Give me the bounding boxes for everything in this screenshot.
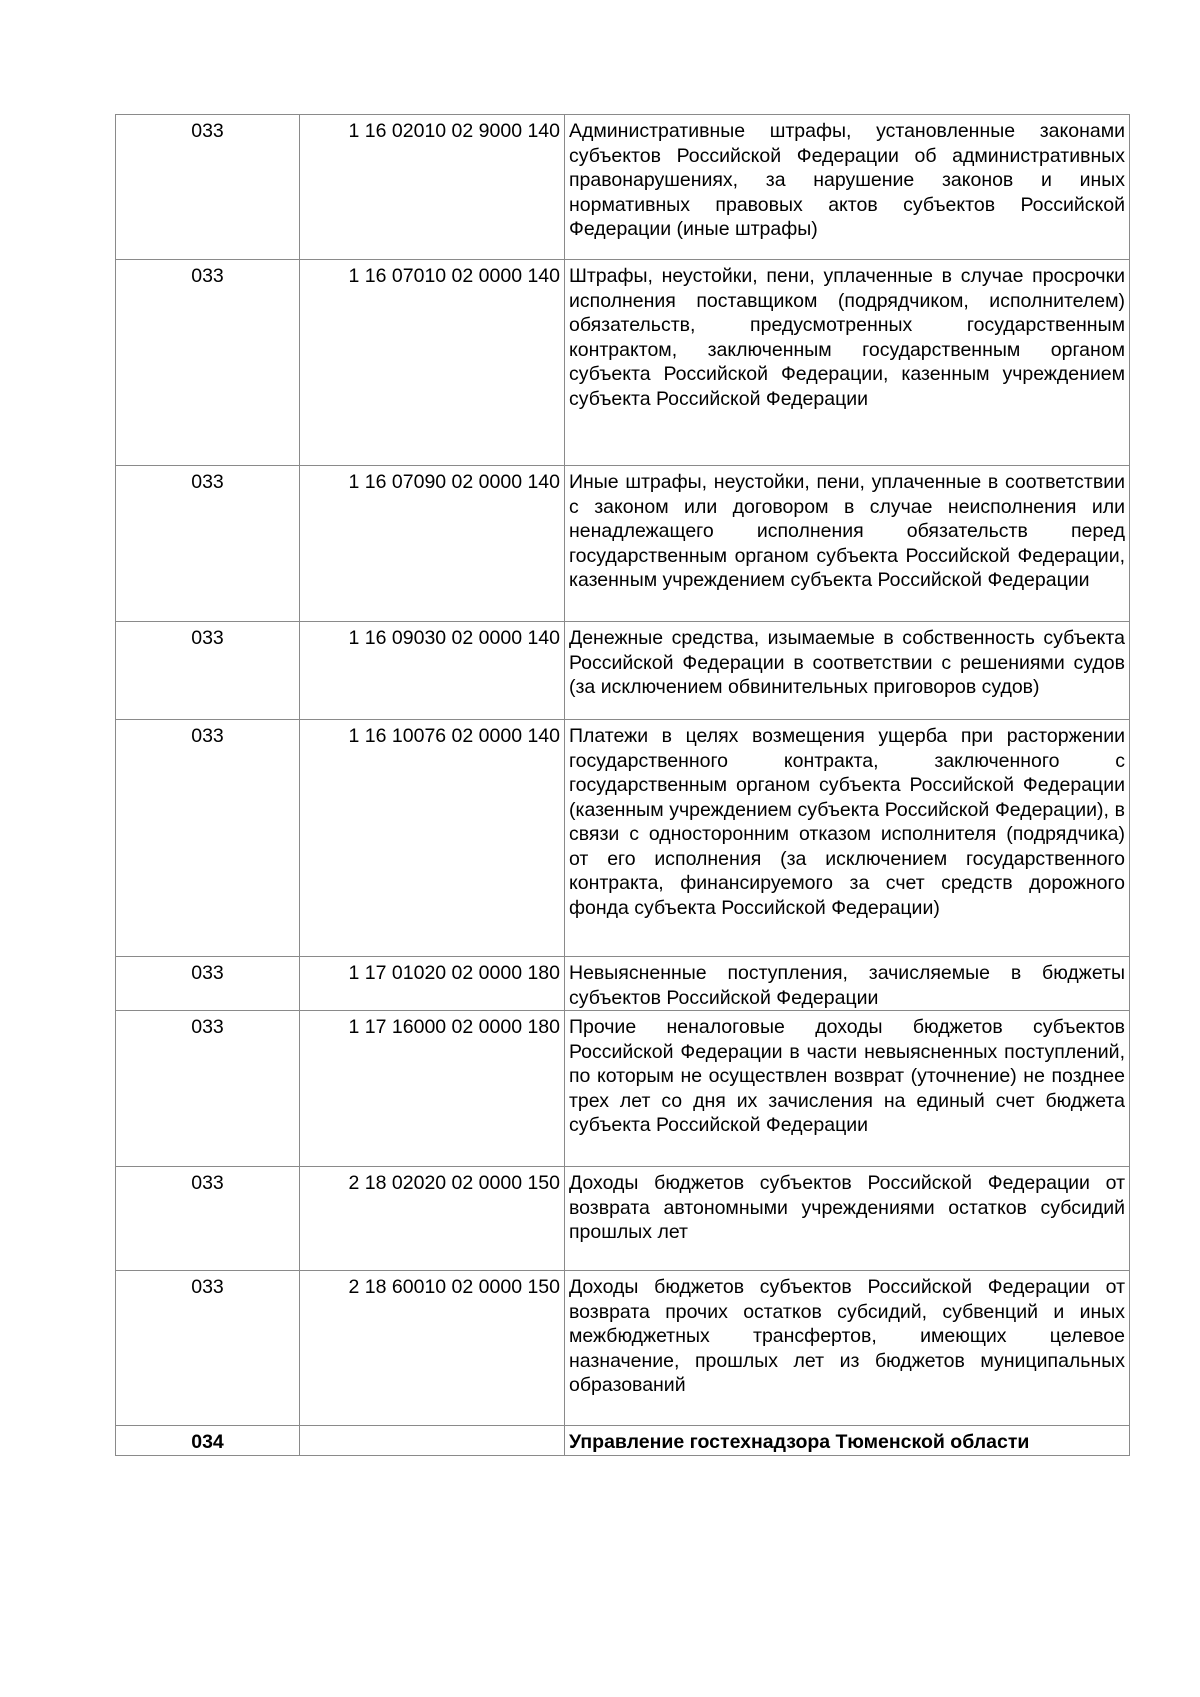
table-row bbox=[116, 466, 1130, 622]
admin-code-cell: 033 bbox=[116, 622, 300, 720]
income-name-cell: Иные штрафы, неустойки, пени, уплаченные в соответствии с законом или договором в случае неисполнения или ненадлежащего исполнения обязательств перед государственным органом субъекта Российской Федерации, казенным учреждением субъекта Российской Федерации bbox=[565, 466, 1130, 622]
admin-code-cell: 033 bbox=[116, 466, 300, 622]
table-row bbox=[116, 622, 1130, 720]
kbk-code-cell: 1 17 01020 02 0000 180 bbox=[300, 957, 565, 1011]
kbk-code-cell: 1 16 07010 02 0000 140 bbox=[300, 260, 565, 466]
income-name-cell: Управление гостехнадзора Тюменской области bbox=[565, 1426, 1130, 1456]
budget-classification-table bbox=[115, 114, 1130, 1456]
income-name-cell: Административные штрафы, установленные законами субъектов Российской Федерации об административных правонарушениях, за нарушение законов и иных нормативных правовых актов субъектов Российской Федерации (иные штрафы) bbox=[565, 115, 1130, 260]
admin-code-cell: 033 bbox=[116, 260, 300, 466]
kbk-code-cell: 1 17 16000 02 0000 180 bbox=[300, 1011, 565, 1167]
admin-code-cell: 033 bbox=[116, 957, 300, 1011]
table-row bbox=[116, 1426, 1130, 1456]
kbk-code-cell: 1 16 02010 02 9000 140 bbox=[300, 115, 565, 260]
admin-code-cell: 033 bbox=[116, 115, 300, 260]
income-name-cell: Доходы бюджетов субъектов Российской Федерации от возврата автономными учреждениями остатков субсидий прошлых лет bbox=[565, 1167, 1130, 1271]
table-row bbox=[116, 1167, 1130, 1271]
income-name-cell: Штрафы, неустойки, пени, уплаченные в случае просрочки исполнения поставщиком (подрядчиком, исполнителем) обязательств, предусмотренных государственным контрактом, заключенным государственным органом субъекта Российской Федерации, казенным учреждением субъекта Российской Федерации bbox=[565, 260, 1130, 466]
kbk-code-cell: 2 18 02020 02 0000 150 bbox=[300, 1167, 565, 1271]
admin-code-cell: 033 bbox=[116, 1271, 300, 1426]
kbk-code-cell bbox=[300, 1426, 565, 1456]
income-name-cell: Прочие неналоговые доходы бюджетов субъектов Российской Федерации в части невыясненных поступлений, по которым не осуществлен возврат (уточнение) не позднее трех лет со дня их зачисления на единый счет бюджета субъекта Российской Федерации bbox=[565, 1011, 1130, 1167]
income-name-cell: Денежные средства, изымаемые в собственность субъекта Российской Федерации в соответствии с решениями судов (за исключением обвинительных приговоров судов) bbox=[565, 622, 1130, 720]
admin-code-cell: 033 bbox=[116, 1167, 300, 1271]
admin-code-cell: 033 bbox=[116, 1011, 300, 1167]
kbk-code-cell: 1 16 07090 02 0000 140 bbox=[300, 466, 565, 622]
table-row bbox=[116, 957, 1130, 1011]
table-row bbox=[116, 1271, 1130, 1426]
table-row bbox=[116, 115, 1130, 260]
admin-code-cell: 034 bbox=[116, 1426, 300, 1456]
admin-code-cell: 033 bbox=[116, 720, 300, 957]
kbk-code-cell: 1 16 09030 02 0000 140 bbox=[300, 622, 565, 720]
kbk-code-cell: 2 18 60010 02 0000 150 bbox=[300, 1271, 565, 1426]
income-name-cell: Невыясненные поступления, зачисляемые в бюджеты субъектов Российской Федерации bbox=[565, 957, 1130, 1011]
table-row bbox=[116, 1011, 1130, 1167]
income-name-cell: Доходы бюджетов субъектов Российской Федерации от возврата прочих остатков субсидий, субвенций и иных межбюджетных трансфертов, имеющих целевое назначение, прошлых лет из бюджетов муниципальных образований bbox=[565, 1271, 1130, 1426]
table-row bbox=[116, 720, 1130, 957]
income-name-cell: Платежи в целях возмещения ущерба при расторжении государственного контракта, заключенного с государственным органом субъекта Российской Федерации (казенным учреждением субъекта Российской Федерации), в связи с односторонним отказом исполнителя (подрядчика) от его исполнения (за исключением государственного контракта, финансируемого за счет средств дорожного фонда субъекта Российской Федерации) bbox=[565, 720, 1130, 957]
table-row bbox=[116, 260, 1130, 466]
kbk-code-cell: 1 16 10076 02 0000 140 bbox=[300, 720, 565, 957]
